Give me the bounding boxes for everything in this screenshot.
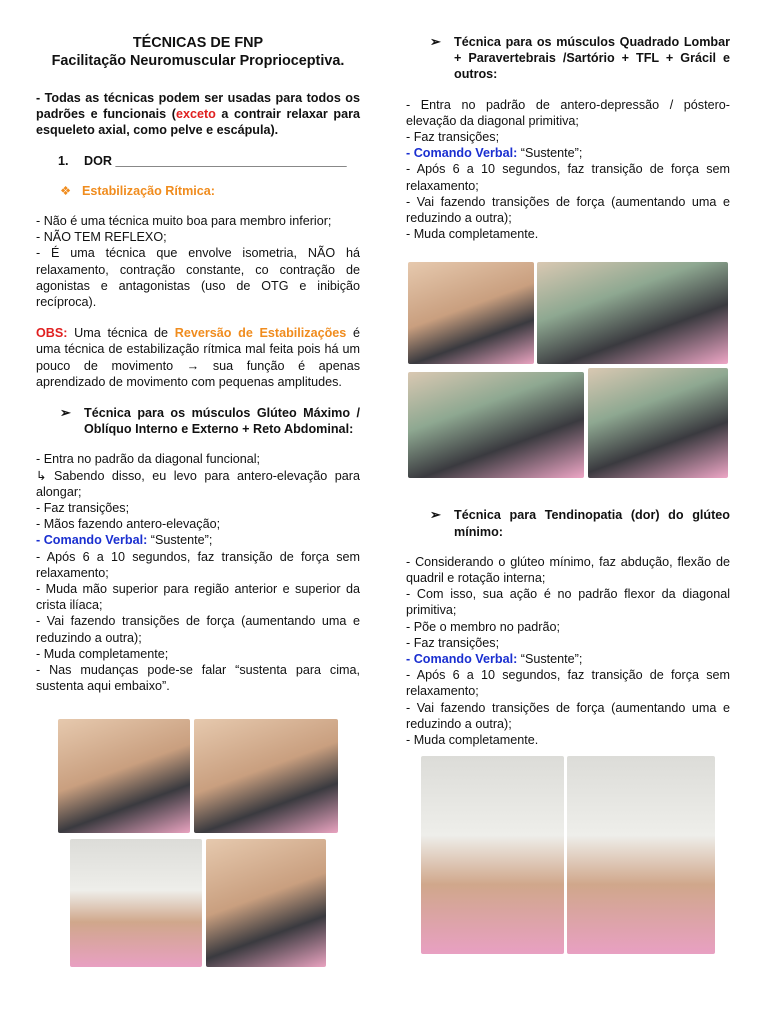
technique-photo — [70, 839, 202, 967]
tend-line: - Muda completamente. — [406, 733, 539, 748]
estab-title: Estabilização Rítmica: — [82, 183, 215, 198]
technique-photo — [567, 756, 715, 954]
tend-line: - Após 6 a 10 segundos, faz transição de força sem relaxamento; — [406, 668, 730, 699]
tend-line: - Faz transições; — [406, 635, 500, 650]
gluteo-list — [36, 451, 360, 694]
estab-heading — [36, 183, 360, 199]
arrow-bullet-icon: ➢ — [430, 34, 441, 49]
command-value: “Sustente”; — [147, 533, 213, 548]
gluteo-line: ↳ Sabendo disso, eu levo para antero-elevação para alongar; — [36, 468, 360, 499]
quad-title: Técnica para os músculos Quadrado Lombar + Paravertebrais /Sartório + TFL + Grácil e outros: — [454, 35, 730, 82]
intro-text-a: - Todas as técnicas podem ser usadas para todos os padrões e funcionais ( — [36, 91, 360, 122]
gluteo-line: - Muda completamente; — [36, 646, 169, 661]
command-label: Comando Verbal: — [43, 533, 148, 548]
technique-photo — [408, 372, 584, 478]
obs-text-b: é uma técnica de estabilização rítmica mal feita pois há um pouco de movimento → sua função é apenas aprendizado de movimento com pequenas amplitudes. — [36, 326, 361, 389]
tend-title: Técnica para Tendinopatia (dor) do glúteo mínimo: — [454, 508, 730, 539]
gluteo-line: - Entra no padrão da diagonal funcional; — [36, 452, 261, 467]
gluteo-line: - Nas mudanças pode-se falar “sustenta para cima, sustenta aqui embaixo”. — [36, 663, 360, 694]
gluteo-title: Técnica para os músculos Glúteo Máximo / Oblíquo Interno e Externo + Reto Abdominal: — [84, 406, 360, 437]
gluteo-line: - Muda mão superior para região anterior e superior da crista ilíaca; — [36, 582, 360, 613]
technique-photo — [206, 839, 326, 967]
tend-line: - Com isso, sua ação é no padrão flexor da diagonal primitiva; — [406, 587, 730, 618]
gluteo-line: - Mãos fazendo antero-elevação; — [36, 517, 221, 532]
doc-subtitle: Facilitação Neuromuscular Proprioceptiva. — [51, 53, 345, 69]
quad-list — [406, 97, 730, 243]
gluteo-line: - Faz transições; — [36, 501, 130, 516]
gluteo-line: - Vai fazendo transições de força (aumentando uma e reduzindo a outra); — [36, 614, 360, 645]
quad-line: - Muda completamente. — [406, 227, 539, 242]
technique-photo — [537, 262, 728, 364]
gluteo-heading — [36, 405, 360, 437]
command-dash: - — [36, 533, 44, 548]
command-value: “Sustente”; — [517, 652, 583, 667]
quad-line: - Após 6 a 10 segundos, faz transição de força sem relaxamento; — [406, 162, 730, 193]
left-column — [36, 0, 360, 695]
dor-heading — [36, 153, 360, 169]
command-label: Comando Verbal: — [413, 652, 518, 667]
tend-list — [406, 554, 730, 748]
dor-number: 1. — [58, 153, 69, 168]
quad-line: - Faz transições; — [406, 130, 500, 145]
obs-text-a: Uma técnica de — [67, 326, 175, 341]
estab-list — [36, 213, 360, 310]
obs-label: OBS: — [36, 326, 68, 341]
command-value: “Sustente”; — [517, 146, 583, 161]
intro-text-b: a contrair relaxar para esqueleto axial, como pelve e escápula). — [36, 107, 360, 138]
estab-line: - Não é uma técnica muito boa para membro inferior; — [36, 214, 332, 229]
technique-photo — [588, 368, 728, 478]
dor-text: DOR _________________________________ — [84, 153, 347, 168]
quad-line: - Entra no padrão de antero-depressão / póstero-elevação da diagonal primitiva; — [406, 97, 730, 128]
command-dash: - — [406, 652, 414, 667]
gluteo-line: - Após 6 a 10 segundos, faz transição de força sem relaxamento; — [36, 549, 360, 580]
gluteo-command — [36, 532, 360, 548]
command-dash: - — [406, 146, 414, 161]
technique-photo — [194, 719, 338, 833]
quad-heading — [406, 34, 730, 83]
technique-photo — [421, 756, 564, 954]
quad-line: - Vai fazendo transições de força (aumentando uma e reduzindo a outra); — [406, 194, 730, 226]
estab-line: - É uma técnica que envolve isometria, NÃO há relaxamento, contração constante, co contração de agonistas e antagonistas (uso de OTG e inibição recíproca). — [36, 246, 360, 310]
technique-photo — [408, 262, 534, 364]
command-label: Comando Verbal: — [413, 146, 518, 161]
estab-line: - NÃO TEM REFLEXO; — [36, 230, 167, 245]
obs-paragraph — [36, 325, 360, 390]
arrow-bullet-icon: ➢ — [60, 405, 71, 421]
tend-command — [406, 651, 730, 667]
arrow-bullet-icon: ➢ — [430, 507, 441, 523]
tend-heading — [406, 507, 730, 539]
intro-exceto: exceto — [175, 107, 216, 122]
obs-reversao: Reversão de Estabilizações — [174, 326, 347, 341]
tend-line: - Vai fazendo transições de força (aumentando uma e reduzindo a outra); — [406, 700, 730, 731]
quad-command — [406, 145, 730, 161]
doc-title: TÉCNICAS DE FNP — [132, 35, 264, 51]
technique-photo — [58, 719, 190, 833]
intro-paragraph — [36, 90, 360, 139]
tend-line: - Considerando o glúteo mínimo, faz abdução, flexão de quadril e rotação interna; — [406, 554, 730, 586]
diamond-bullet-icon: ❖ — [60, 183, 72, 198]
tend-line: - Põe o membro no padrão; — [406, 619, 561, 634]
